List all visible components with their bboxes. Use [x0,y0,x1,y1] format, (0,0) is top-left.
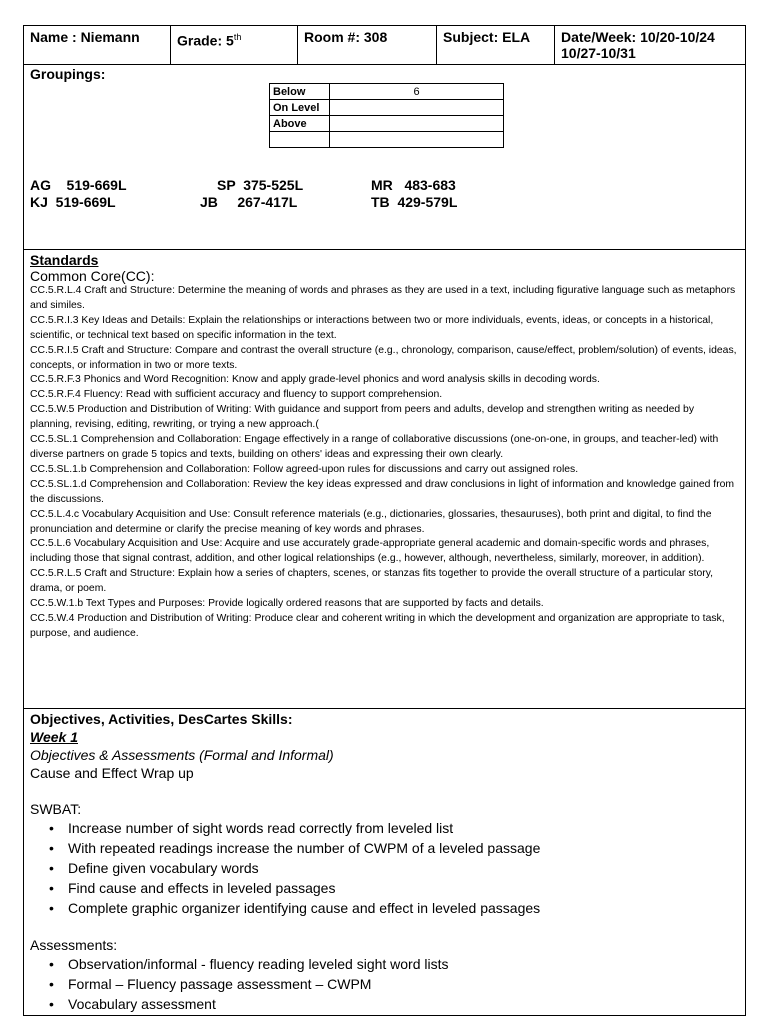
student-range-ag: AG 519-669L [30,177,127,193]
standard-item: CC.5.L.4.c Vocabulary Acquisition and Use: Consult reference materials (e.g., dictionaries, glossaries, thesauruses), both print and digital, to find the pronunciation and determine or clarify the precise meaning of key words and phrases. [30,508,712,535]
standard-item: CC.5.SL.1 Comprehension and Collaboration: Engage effectively in a range of collaborative discussions (one-on-one, in groups, and teacher-led) with diverse partners on grade 5 topics and texts, building on others' ideas and expressing their own clearly. [30,434,719,460]
student-range-tb: TB 429-579L [371,194,458,210]
grade-cell [171,26,298,64]
level-row [270,132,504,148]
objectives-title: Objectives, Activities, DesCartes Skills: [30,711,293,727]
grade-superscript: th [233,32,242,42]
level-row [270,116,504,132]
list-item: • Increase number of sight words read correctly from leveled list [68,818,739,838]
standard-item: CC.5.W.4 Production and Distribution of Writing: Produce clear and coherent writing in which the development and organization are appropriate to task, purpose, and audience. [30,612,725,639]
list-item: • With repeated readings increase the number of CWPM of a leveled passage [68,838,739,858]
subject: Subject: ELA [437,26,555,64]
level-value [330,132,504,148]
standard-item: CC.5.R.F.4 Fluency: Read with sufficient accuracy and fluency to support comprehension. [30,389,443,401]
groupings-title: Groupings: [30,66,106,82]
room-number: Room #: 308 [298,26,437,64]
level-table [269,83,504,148]
standard-item: CC.5.SL.1.d Comprehension and Collaboration: Review the key ideas expressed and draw conclusions in light of information and knowledge gained from the discussions. [30,478,735,505]
groupings-section [23,64,746,250]
list-item: • Complete graphic organizer identifying cause and effect in leveled passages [68,898,739,918]
list-item: • Find cause and effects in leveled passages [68,878,739,898]
level-row [270,84,504,100]
level-label: Below [270,84,330,100]
date-week [555,26,745,64]
standard-item: CC.5.R.I.5 Craft and Structure: Compare and contrast the overall structure (e.g., chronology, comparison, cause/effect, problem/solution) of events, ideas, concepts, or information in two or more texts. [30,344,737,371]
standards-section [23,249,746,709]
list-item: • Vocabulary assessment [68,994,739,1014]
student-range-sp: SP 375-525L [217,177,304,193]
list-item: • Define given vocabulary words [68,858,739,878]
student-range-kj: KJ 519-669L [30,194,116,210]
week-heading: Week 1 [30,729,78,745]
standard-item: CC.5.R.L.5 Craft and Structure: Explain how a series of chapters, scenes, or stanzas fits together to provide the overall structure of a particular story, drama, or poem. [30,568,714,595]
standards-title: Standards [30,252,99,268]
standard-item: CC.5.R.F.3 Phonics and Word Recognition: Know and apply grade-level phonics and word analysis skills in decoding words. [30,374,600,386]
level-value [330,100,504,116]
level-label: On Level [270,100,330,116]
standard-item: CC.5.R.I.3 Key Ideas and Details: Explain the relationships or interactions between two or more individuals, events, ideas, or concepts in a historical, scientific, or technical text based on specific information in the text. [30,314,714,341]
standard-item: CC.5.W.1.b Text Types and Purposes: Provide logically ordered reasons that are supported by facts and details. [30,598,544,610]
level-label [270,132,330,148]
lesson-topic: Cause and Effect Wrap up [30,765,194,781]
standard-item: CC.5.L.6 Vocabulary Acquisition and Use: Acquire and use accurately grade-appropriate general academic and domain-specific words and phrases, including those that signal contrast, addition, and other logical relationships (e.g., however, although, nevertheless, similarly, moreover, in addition). [30,538,710,565]
assessments-label: Assessments: [30,937,118,953]
level-value [330,116,504,132]
standard-item: CC.5.SL.1.b Comprehension and Collaboration: Follow agreed-upon rules for discussions and carry out assigned roles. [30,463,579,475]
date-week-line-1: Date/Week: 10/20-10/24 [561,29,715,45]
level-label: Above [270,116,330,132]
student-range-jb: JB 267-417L [200,194,298,210]
assessments-list [30,954,739,1014]
student-range-mr: MR 483-683 [371,177,456,193]
list-item: • Observation/informal - fluency reading leveled sight word lists [68,954,739,974]
standard-item: CC.5.W.5 Production and Distribution of Writing: With guidance and support from peers and adults, develop and strengthen writing as needed by planning, revising, editing, rewriting, or trying a new approach.( [30,404,695,431]
swbat-label: SWBAT: [30,801,82,817]
standard-item: CC.5.R.L.4 Craft and Structure: Determine the meaning of words and phrases as they are used in a text, including figurative language such as metaphors and similes. [30,285,736,311]
level-row [270,100,504,116]
objectives-subheading: Objectives & Assessments (Formal and Informal) [30,747,334,763]
list-item: • Formal – Fluency passage assessment – CWPM [68,974,739,994]
standards-subtitle: Common Core(CC): [30,268,155,284]
grade-label: Grade: 5 [177,32,234,49]
date-week-line-2: 10/27-10/31 [561,45,636,61]
swbat-list [30,818,739,918]
header-row [23,25,746,65]
level-value: 6 [330,84,504,100]
objectives-section [23,708,746,1016]
teacher-name: Name : Niemann [24,26,171,64]
